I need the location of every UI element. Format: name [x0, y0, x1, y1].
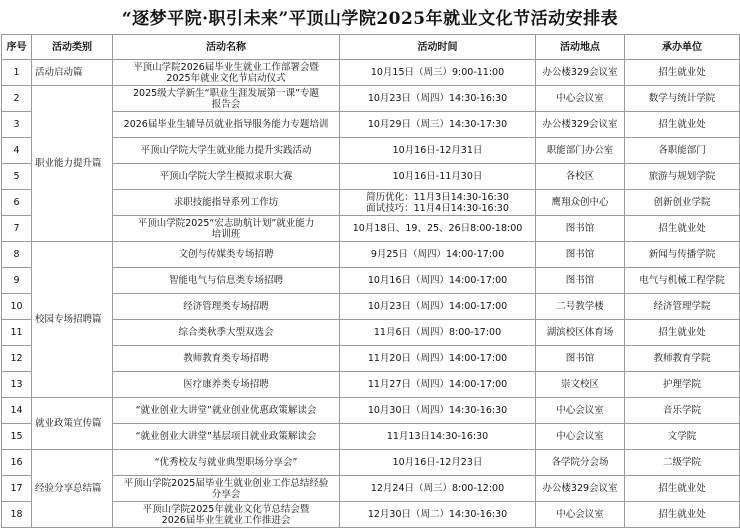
cell-activity-name-line: 文创与传媒类专场招聘 — [178, 249, 274, 260]
table-row — [2, 398, 740, 424]
cell-location: 中心会议室 — [536, 502, 625, 528]
cell-activity-name-line: 求职技能指导系列工作坊 — [173, 197, 279, 208]
cell-index: 6 — [2, 190, 32, 216]
cell-category: 经验分享总结篇 — [32, 450, 113, 528]
cell-activity-name — [113, 476, 340, 502]
cell-activity-time-line: 面试技巧：11月4日14:30-16:30 — [366, 202, 509, 214]
cell-activity-name-line: 分享会 — [211, 488, 241, 500]
cell-activity-name-line: “就业创业大讲堂”基层项目就业政策解读会 — [135, 431, 317, 442]
cell-location: 职能部门办公室 — [536, 138, 625, 164]
cell-activity-name — [113, 268, 340, 294]
cell-category: 活动启动篇 — [32, 60, 113, 86]
cell-activity-name — [113, 372, 340, 398]
cell-activity-name — [113, 346, 340, 372]
table-row — [2, 502, 740, 528]
cell-activity-time-line: 简历优化：11月3日14:30-16:30 — [366, 191, 509, 203]
cell-activity-name-line: 教师教育类专场招聘 — [183, 353, 269, 364]
cell-activity-name-line: 2025年就业文化节启动仪式 — [166, 72, 286, 84]
cell-organizer: 二级学院 — [625, 450, 740, 476]
cell-organizer: 教师教育学院 — [625, 346, 740, 372]
cell-location: 崇文校区 — [536, 372, 625, 398]
cell-organizer: 数学与统计学院 — [625, 86, 740, 112]
cell-activity-time — [340, 294, 536, 320]
cell-activity-time — [340, 398, 536, 424]
cell-activity-time-line: 10月23日（周四）14:00-17:00 — [367, 301, 508, 312]
cell-organizer: 创新创业学院 — [625, 190, 740, 216]
cell-activity-name-line: “就业创业大讲堂”就业创业优惠政策解读会 — [135, 405, 317, 416]
cell-organizer: 旅游与规划学院 — [625, 164, 740, 190]
cell-organizer: 招生就业处 — [625, 216, 740, 242]
table-row — [2, 320, 740, 346]
cell-index: 13 — [2, 372, 32, 398]
cell-activity-time — [340, 476, 536, 502]
cell-activity-name — [113, 320, 340, 346]
cell-activity-time — [340, 268, 536, 294]
header-category: 活动类别 — [32, 35, 113, 60]
page-title: “逐梦平院·职引未来”平顶山学院2025年就业文化节活动安排表 — [121, 9, 619, 29]
cell-location: 图书馆 — [536, 216, 625, 242]
cell-activity-time — [340, 372, 536, 398]
table-row — [2, 450, 740, 476]
table-row — [2, 60, 740, 86]
cell-index: 18 — [2, 502, 32, 528]
cell-index: 11 — [2, 320, 32, 346]
cell-activity-name-line: 2025级大学新生“职业生涯发展第一课”专题 — [132, 87, 320, 99]
cell-activity-time — [340, 502, 536, 528]
cell-activity-name-line: 综合类秋季大型双选会 — [178, 327, 274, 338]
cell-activity-name — [113, 450, 340, 476]
table-row — [2, 190, 740, 216]
table-row — [2, 268, 740, 294]
cell-index: 2 — [2, 86, 32, 112]
cell-activity-name — [113, 424, 340, 450]
cell-category: 校园专场招聘篇 — [32, 242, 113, 398]
cell-organizer: 音乐学院 — [625, 398, 740, 424]
cell-location: 鹰翔众创中心 — [536, 190, 625, 216]
cell-activity-time — [340, 60, 536, 86]
cell-location: 各校区 — [536, 164, 625, 190]
cell-location: 湖滨校区体育场 — [536, 320, 625, 346]
cell-activity-time-line: 10月23日（周四）14:30-16:30 — [367, 93, 508, 104]
cell-location: 图书馆 — [536, 346, 625, 372]
table-row — [2, 294, 740, 320]
cell-activity-time-line: 10月16日-12月31日 — [392, 145, 483, 156]
cell-location: 图书馆 — [536, 268, 625, 294]
cell-activity-name — [113, 86, 340, 112]
header-location: 活动地点 — [536, 35, 625, 60]
cell-activity-name — [113, 242, 340, 268]
cell-activity-time — [340, 450, 536, 476]
cell-organizer: 招生就业处 — [625, 476, 740, 502]
cell-activity-time — [340, 320, 536, 346]
cell-activity-name-line: 报告会 — [211, 98, 241, 110]
cell-activity-time-line: 11月6日（周四）8:00-17:00 — [373, 327, 502, 338]
cell-index: 9 — [2, 268, 32, 294]
cell-index: 7 — [2, 216, 32, 242]
cell-activity-name — [113, 164, 340, 190]
header-activity-time: 活动时间 — [340, 35, 536, 60]
table-row — [2, 424, 740, 450]
cell-location: 中心会议室 — [536, 398, 625, 424]
table-row — [2, 112, 740, 138]
cell-activity-time — [340, 138, 536, 164]
header-organizer: 承办单位 — [625, 35, 740, 60]
cell-activity-time-line: 10月15日（周三）9:00-11:00 — [370, 67, 505, 78]
cell-activity-time — [340, 242, 536, 268]
table-row — [2, 86, 740, 112]
cell-category: 就业政策宣传篇 — [32, 398, 113, 450]
table-row — [2, 242, 740, 268]
cell-location: 中心会议室 — [536, 424, 625, 450]
cell-location: 中心会议室 — [536, 86, 625, 112]
cell-location: 二号教学楼 — [536, 294, 625, 320]
cell-activity-time — [340, 86, 536, 112]
table-row — [2, 138, 740, 164]
cell-activity-name-line: 平顶山学院2026届毕业生就业工作部署会暨 — [133, 61, 319, 73]
cell-activity-name-line: 培训班 — [211, 228, 241, 240]
cell-location: 图书馆 — [536, 242, 625, 268]
cell-index: 10 — [2, 294, 32, 320]
cell-activity-name — [113, 190, 340, 216]
cell-activity-name-line: 智能电气与信息类专场招聘 — [168, 275, 283, 286]
cell-activity-time-line: 11月13日14:30-16:30 — [386, 431, 489, 442]
cell-organizer: 招生就业处 — [625, 502, 740, 528]
cell-activity-time-line: 10月18日、19、25、26日8:00-18:00 — [352, 223, 523, 234]
cell-activity-name — [113, 502, 340, 528]
cell-activity-time — [340, 346, 536, 372]
cell-activity-name — [113, 216, 340, 242]
cell-activity-name-line: 2026届毕业生辅导员就业指导服务能力专题培训 — [123, 119, 329, 130]
cell-activity-time — [340, 216, 536, 242]
cell-index: 15 — [2, 424, 32, 450]
cell-activity-time-line: 10月16日-12月23日 — [392, 457, 483, 468]
cell-location: 办公楼329会议室 — [536, 112, 625, 138]
schedule-table — [1, 34, 740, 528]
cell-organizer: 文学院 — [625, 424, 740, 450]
cell-organizer: 各职能部门 — [625, 138, 740, 164]
cell-index: 8 — [2, 242, 32, 268]
cell-index: 12 — [2, 346, 32, 372]
cell-activity-name-line: 平顶山学院2025年就业文化节总结会暨 — [142, 503, 310, 515]
table-row — [2, 164, 740, 190]
cell-index: 4 — [2, 138, 32, 164]
cell-organizer: 招生就业处 — [625, 320, 740, 346]
cell-activity-name — [113, 138, 340, 164]
cell-organizer: 经济管理学院 — [625, 294, 740, 320]
cell-activity-name-line: 经济管理类专场招聘 — [183, 301, 269, 312]
cell-category: 职业能力提升篇 — [32, 86, 113, 242]
cell-index: 16 — [2, 450, 32, 476]
cell-activity-time-line: 11月27日（周四）14:00-17:00 — [367, 379, 508, 390]
table-row — [2, 216, 740, 242]
cell-activity-time — [340, 190, 536, 216]
cell-activity-name-line: 医疗康养类专场招聘 — [183, 379, 269, 390]
cell-activity-time-line: 12月24日（周三）8:00-12:00 — [370, 483, 505, 494]
cell-activity-time — [340, 112, 536, 138]
cell-index: 3 — [2, 112, 32, 138]
cell-location: 办公楼329会议室 — [536, 60, 625, 86]
cell-organizer: 招生就业处 — [625, 60, 740, 86]
cell-index: 5 — [2, 164, 32, 190]
cell-index: 17 — [2, 476, 32, 502]
cell-activity-time-line: 9月25日（周四）14:00-17:00 — [370, 249, 505, 260]
cell-activity-name — [113, 60, 340, 86]
cell-activity-name-line: 平顶山学院2025“宏志助航计划”就业能力 — [137, 217, 315, 229]
cell-activity-name-line: 平顶山学院大学生就业能力提升实践活动 — [140, 145, 312, 156]
cell-activity-name-line: 2026届毕业生就业工作推进会 — [161, 514, 291, 526]
cell-activity-time-line: 11月20日（周四）14:00-17:00 — [367, 353, 508, 364]
cell-activity-time — [340, 424, 536, 450]
cell-activity-time-line: 10月16日-11月30日 — [392, 171, 483, 182]
header-activity-name: 活动名称 — [113, 35, 340, 60]
table-row — [2, 346, 740, 372]
cell-activity-name — [113, 398, 340, 424]
cell-activity-name — [113, 294, 340, 320]
table-row — [2, 372, 740, 398]
cell-location: 办公楼329会议室 — [536, 476, 625, 502]
cell-activity-time-line: 12月30日（周二）14:30-16:30 — [367, 509, 508, 520]
cell-index: 1 — [2, 60, 32, 86]
table-row — [2, 476, 740, 502]
cell-organizer: 招生就业处 — [625, 112, 740, 138]
cell-index: 14 — [2, 398, 32, 424]
cell-activity-time — [340, 164, 536, 190]
cell-organizer: 新闻与传播学院 — [625, 242, 740, 268]
cell-activity-name-line: 平顶山学院2025届毕业生就业创业工作总结经验 — [123, 477, 329, 489]
cell-location: 各学院分会场 — [536, 450, 625, 476]
cell-activity-time-line: 10月16日（周四）14:00-17:00 — [367, 275, 508, 286]
cell-activity-time-line: 10月29日（周三）14:30-17:30 — [367, 119, 508, 130]
cell-activity-time-line: 10月30日（周四）14:30-16:30 — [367, 405, 508, 416]
cell-organizer: 护理学院 — [625, 372, 740, 398]
header-row — [2, 35, 740, 60]
cell-activity-name-line: “优秀校友与就业典型职场分享会” — [154, 457, 298, 468]
cell-activity-name-line: 平顶山学院大学生模拟求职大赛 — [159, 171, 293, 182]
cell-activity-name — [113, 112, 340, 138]
header-index: 序号 — [2, 35, 32, 60]
cell-organizer: 电气与机械工程学院 — [625, 268, 740, 294]
